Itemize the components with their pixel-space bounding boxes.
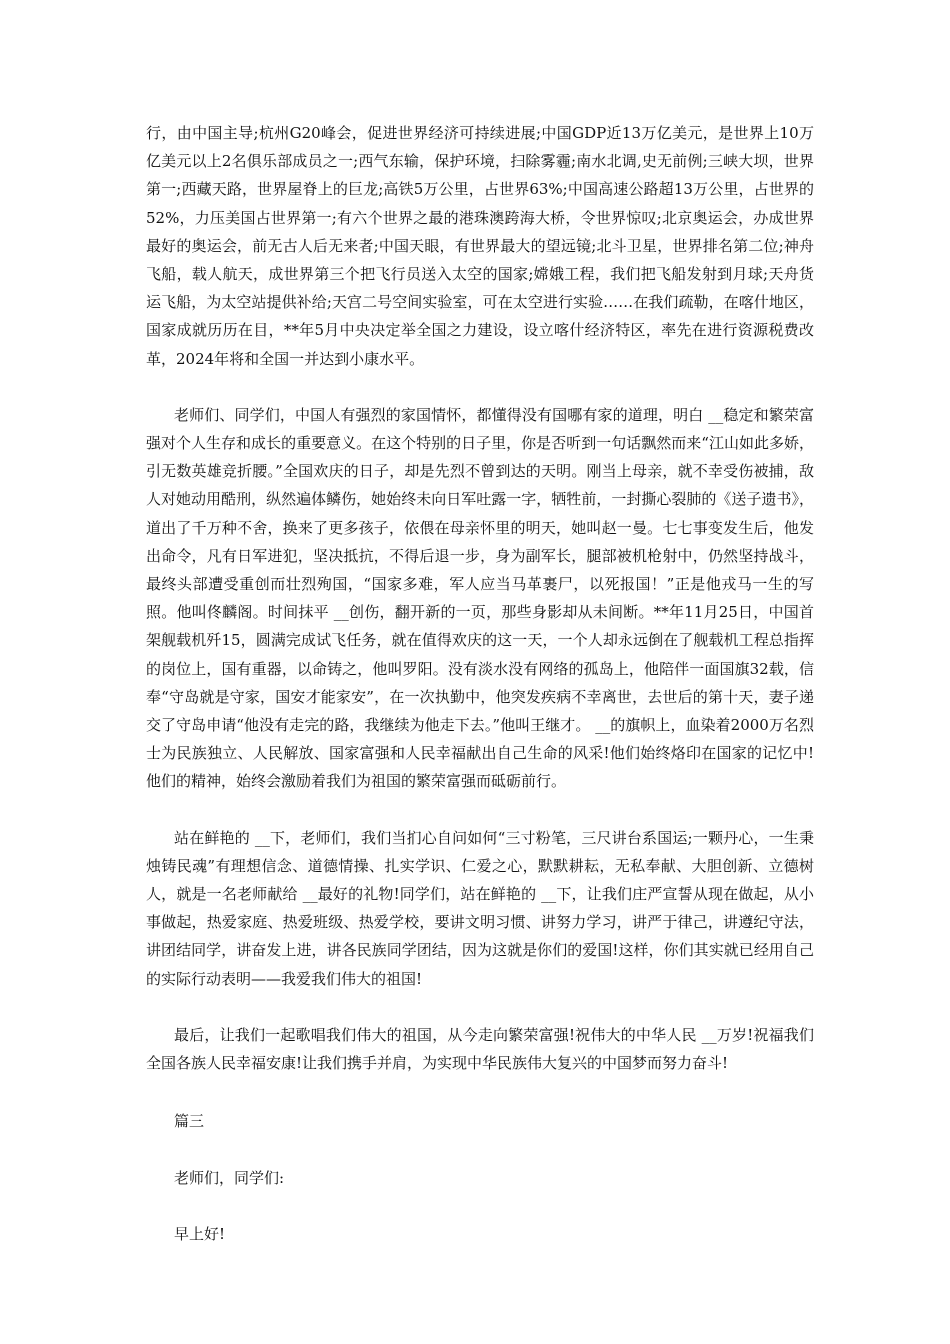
salutation: 老师们，同学们: [174,1168,285,1187]
section-heading: 篇三 [174,1112,205,1131]
paragraph-heroes: 老师们、同学们，中国人有强烈的家国情怀，都懂得没有国哪有家的道理，明白 __稳定和繁荣富强对个人生存和成长的重要意义。在这个特别的日子里，你是否听到一句话飘然而来“江山如此多娇，引无数英雄竞折腰。”全国欢庆的日子，却是先烈不曾到达的天明。刚当上母亲，就不幸受伤被捕，敌人对她动用酷刑，纵然遍体鳞伤，她始终未向日军吐露一字，牺牲前，一封撕心裂肺的《送子遗书》，道出了千万种不舍，换来了更多孩子，依偎在母亲怀里的明天，她叫赵一曼。七七事变发生后，他发出命令，凡有日军进犯，坚决抵抗，不得后退一步，身为副军长，腿部被机枪射中，仍然坚持战斗，最终头部遭受重创而壮烈殉国，“国家多难，军人应当马革裹尸，以死报国！”正是他戎马一生的写照。他叫佟麟阁。时间抹平 __创伤，翻开新的一页，那些身影却从未间断。**年11月25日，中国首架舰载机歼15，圆满完成试飞任务，就在值得欢庆的这一天，一个人却永远倒在了舰载机工程总指挥的岗位上，国有重器，以命铸之，他叫罗阳。没有淡水没有网络的孤岛上，他陪伴一面国旗32载，信奉“守岛就是守家，国安才能家安”，在一次执勤中，他突发疾病不幸离世，去世后的第十天，妻子递交了守岛申请“他没有走完的路，我继续为他走下去。”他叫王继才。 __的旗帜上，血染着2000万名烈士为民族独立、人民解放、国家富强和人民幸福献出自己生命的风采!他们始终烙印在国家的记忆中!他们的精神，始终会激励着我们为祖国的繁荣富强而砥砺前行。 [146,405,814,791]
paragraph-closing: 最后，让我们一起歌唱我们伟大的祖国，从今走向繁荣富强!祝伟大的中华人民 __万岁!祝福我们全国各族人民幸福安康!让我们携手并肩，为实现中华民族伟大复兴的中国梦而努力奋斗! [146,1025,814,1073]
paragraph-flag-pledge: 站在鲜艳的 __下，老师们，我们当扪心自问如何“三寸粉笔，三尺讲台系国运;一颗丹心，一生秉烛铸民魂”有理想信念、道德情操、扎实学识、仁爱之心，默默耕耘，无私奉献、大胆创新、立德树人，就是一名老师献给 __最好的礼物!同学们，站在鲜艳的 __下，让我们庄严宣誓从现在做起，从小事做起，热爱家庭、热爱班级、热爱学校，要讲文明习惯、讲努力学习，讲严于律己，讲遵纪守法，讲团结同学，讲奋发上进，讲各民族同学团结，因为这就是你们的爱国!这样，你们其实就已经用自己的实际行动表明——我爱我们伟大的祖国! [146,828,814,988]
greeting: 早上好! [174,1224,226,1243]
document-page [146,119,814,1248]
paragraph-achievements: 行，由中国主导;杭州G20峰会，促进世界经济可持续进展;中国GDP近13万亿美元，是世界上10万亿美元以上2名俱乐部成员之一;西气东输，保护环境，扫除雾霾;南水北调,史无前例;三峡大坝，世界第一;西藏天路，世界屋脊上的巨龙;高铁5万公里，占世界63%;中国高速公路超13万公里，占世界的52%，力压美国占世界第一;有六个世界之最的港珠澳跨海大桥，令世界惊叹;北京奥运会，办成世界最好的奥运会，前无古人后无来者;中国天眼，有世界最大的望远镜;北斗卫星，世界排名第二位;神舟飞船，载人航天，成世界第三个把飞行员送入太空的国家;嫦娥工程，我们把飞船发射到月球;天舟货运飞船，为太空站提供补给;天宫二号空间实验室，可在太空进行实验……在我们疏勒，在喀什地区，国家成就历历在目，**年5月中央决定举全国之力建设，设立喀什经济特区，率先在进行资源税费改革，2024年将和全国一并达到小康水平。 [146,124,814,368]
